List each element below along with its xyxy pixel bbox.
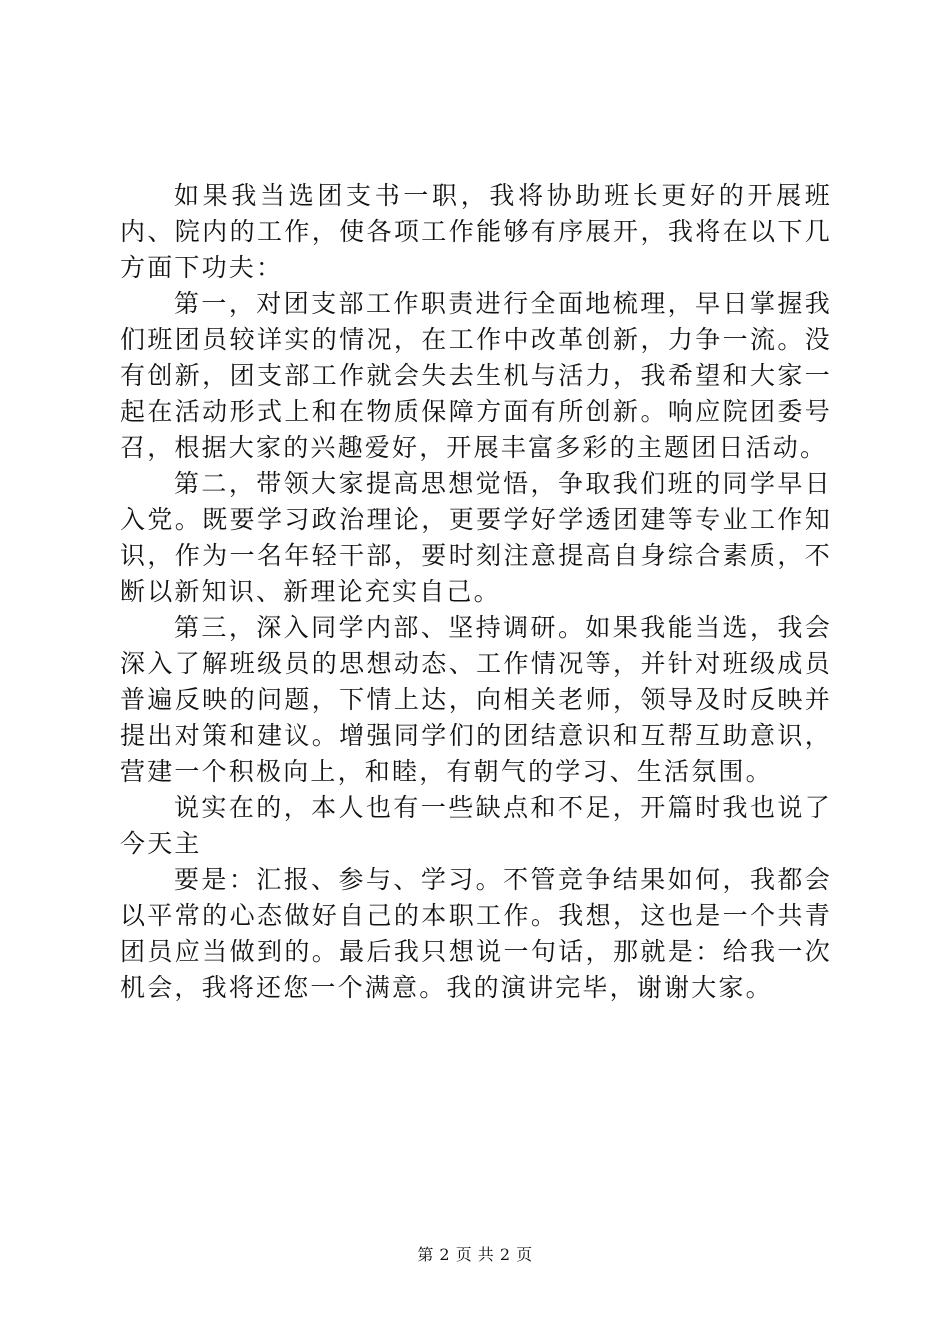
paragraph-third-point: 第三，深入同学内部、坚持调研。如果我能当选，我会深入了解班级员的思想动态、工作情况等，并针对班级成员普遍反映的问题，下情上达，向相关老师，领导及时反映并提出对策和建议。增强同学们的团结意识和互帮互助意识，营建一个积极向上，和睦，有朝气的学习、生活氛围。	[120, 613, 832, 786]
paragraph-shortcomings: 说实在的，本人也有一些缺点和不足，开篇时我也说了今天主	[120, 793, 832, 858]
paragraph-first-point: 第一，对团支部工作职责进行全面地梳理，早日掌握我们班团员较详实的情况，在工作中改革创新，力争一流。没有创新，团支部工作就会失去生机与活力，我希望和大家一起在活动形式上和在物质保障方面有所创新。响应院团委号召，根据大家的兴趣爱好，开展丰富多彩的主题团日活动。	[120, 289, 832, 462]
paragraph-intro: 如果我当选团支书一职，我将协助班长更好的开展班内、院内的工作，使各项工作能够有序展开，我将在以下几方面下功夫：	[120, 181, 832, 282]
document-body	[120, 178, 832, 1006]
page-number-footer: 第 2 页 共 2 页	[417, 1245, 533, 1264]
paragraph-closing: 要是：汇报、参与、学习。不管竞争结果如何，我都会以平常的心态做好自己的本职工作。我想，这也是一个共青团员应当做到的。最后我只想说一句话，那就是：给我一次机会，我将还您一个满意。我的演讲完毕，谢谢大家。	[120, 865, 832, 1002]
paragraph-second-point: 第二，带领大家提高思想觉悟，争取我们班的同学早日入党。既要学习政治理论，更要学好学透团建等专业工作知识，作为一名年轻干部，要时刻注意提高自身综合素质，不断以新知识、新理论充实自己。	[120, 469, 832, 606]
